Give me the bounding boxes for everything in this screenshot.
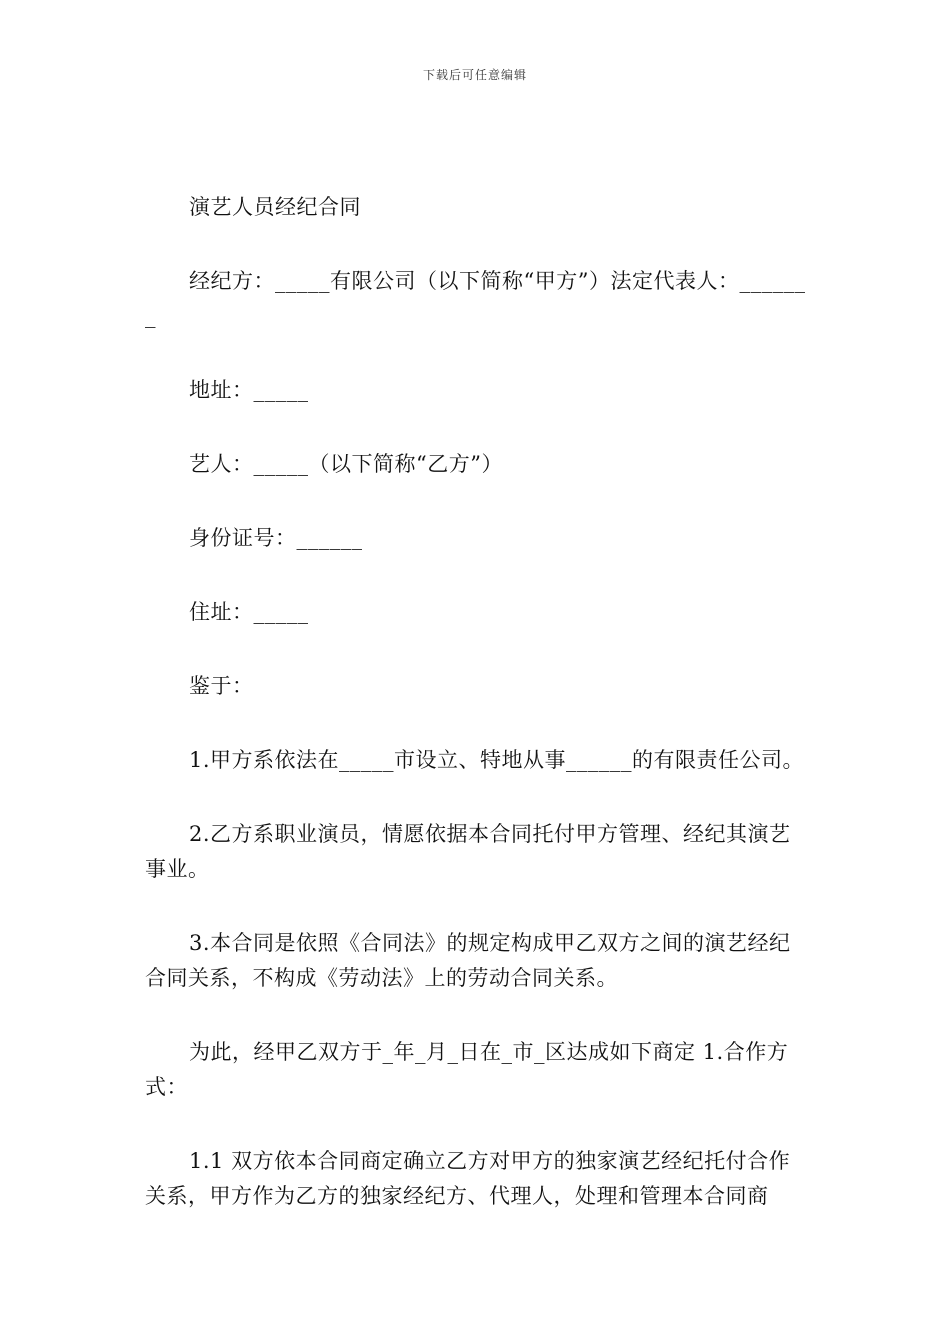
page-header: 下载后可任意编辑 [422,68,527,82]
paragraph-agent-party: 经纪方：_____有限公司（以下简称“甲方”）法定代表人：_______ [145,269,806,328]
document-title: 演艺人员经纪合同 [189,195,361,219]
document-body [145,190,809,1253]
paragraph-id-number: 身份证号：______ [189,526,363,550]
paragraph-artist: 艺人：_____（以下简称“乙方”） [189,452,503,476]
paragraph-clause-2: 2.乙方系职业演员，情愿依据本合同托付甲方管理、经纪其演艺事业。 [145,822,791,881]
paragraph-agreement: 为此，经甲乙双方于_年_月_日在_市_区达成如下商定 1.合作方式： [145,1040,789,1099]
paragraph-whereas: 鉴于： [189,674,254,698]
paragraph-agent-address: 地址：_____ [189,378,309,402]
paragraph-clause-1: 1.甲方系依法在_____市设立、特地从事______的有限责任公司。 [189,748,805,772]
paragraph-artist-address: 住址：_____ [189,600,309,624]
paragraph-clause-1-1: 1.1 双方依本合同商定确立乙方对甲方的独家演艺经纪托付合作关系，甲方作为乙方的独家经纪方、代理人，处理和管理本合同商 [145,1149,791,1208]
paragraph-clause-3: 3.本合同是依照《合同法》的规定构成甲乙双方之间的演艺经纪合同关系，不构成《劳动法》上的劳动合同关系。 [145,931,791,990]
